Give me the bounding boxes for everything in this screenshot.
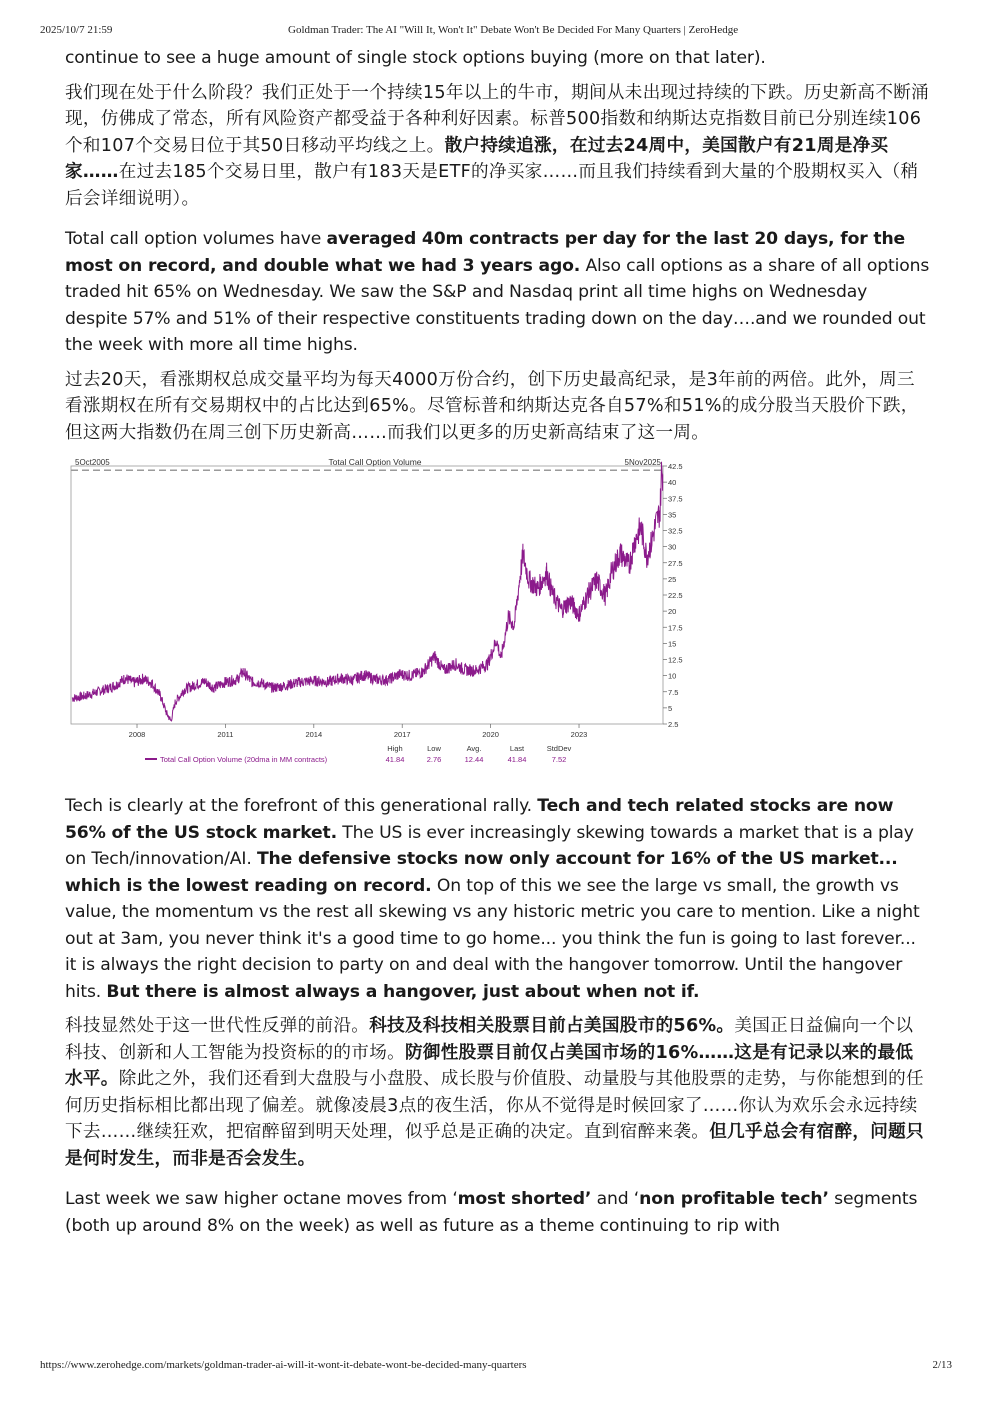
paragraph-call-option-volumes	[65, 226, 930, 359]
paragraph-zh-market-stage	[65, 80, 930, 213]
bold-text-segment: Tech and tech related stocks are now 56% of the US stock market.	[65, 796, 894, 843]
bold-text-segment: most shorted’	[457, 1189, 592, 1209]
stats-header: Low	[427, 744, 441, 753]
stats-header: Last	[509, 744, 525, 753]
stats-value: 41.84	[507, 755, 527, 764]
page-header	[40, 24, 952, 40]
y-tick-label: 20	[668, 607, 677, 617]
y-tick-label: 42.5	[668, 462, 683, 471]
y-tick-label: 25	[668, 574, 677, 584]
chart-end-label: 5Nov2025	[624, 458, 661, 467]
plot-frame	[71, 466, 663, 724]
x-tick-label: 2014	[305, 730, 323, 739]
y-tick-label: 37.5	[668, 494, 683, 504]
bold-text-segment: The defensive stocks now only account for 16% of the US market... which is the lowest reading on record.	[65, 849, 898, 896]
bold-text-segment: non profitable tech’	[639, 1189, 829, 1209]
bold-text-segment: But there is almost always a hangover, just about when not if.	[106, 981, 700, 1002]
call-option-volume-chart	[65, 456, 695, 768]
text-segment: 科技显然处于这一世代性反弹的前沿。	[65, 1016, 370, 1036]
stats-header: Avg.	[466, 744, 482, 753]
x-tick-label: 2011	[217, 730, 234, 739]
stats-value: 41.84	[385, 755, 405, 764]
chart-start-label: 5Oct2005	[75, 458, 110, 467]
y-tick-label: 35	[668, 510, 677, 520]
text-segment: 我们现在处于什么阶段？我们正处于一个持续15年以上的牛市，期间从未出现过持续的下跌。历史新高不断涌现，仿佛成了常态，所有风险资产都受益于各种利好因素。标普500指数和纳斯达克指数目前已分别连续106个和107个交易日位于其50日移动平均线之上。	[65, 82, 929, 156]
y-tick-label: 27.5	[668, 558, 683, 568]
x-tick-label: 2020	[482, 730, 499, 739]
article-body	[65, 45, 930, 1239]
text-segment: 除此之外，我们还看到大盘股与小盘股、成长股与价值股、动量股与其他股票的走势，与你能想到的任何历史指标相比都出现了偏差。就像凌晨3点的夜生活，你从不觉得是时候回家了……你认为欢乐会永远持续下去……继续狂欢，把宿醉留到明天处理，似乎总是正确的决定。直到宿醉来袭。	[65, 1069, 924, 1142]
bold-text-segment: averaged 40m contracts per day for the last 20 days, for the most on record, and double what we had 3 years ago.	[65, 229, 906, 276]
y-tick-label: 15	[668, 639, 677, 649]
y-tick-label: 12.5	[668, 655, 683, 665]
stats-value: 12.44	[464, 755, 484, 764]
text-segment: 在过去185个交易日里，散户有183天是ETF的净买家……而且我们持续看到大量的个股期权买入（稍后会详细说明）。	[65, 162, 919, 209]
y-tick-label: 22.5	[668, 591, 683, 600]
y-tick-label: 5	[668, 703, 673, 713]
text-segment: 美国正日益偏向一个以科技、创新和人工智能为投资标的的市场。	[65, 1016, 914, 1063]
text-segment: and ‘	[591, 1189, 640, 1209]
page-footer	[40, 1359, 952, 1375]
paragraph-higher-octane-moves	[65, 1186, 930, 1239]
text-segment: Also call options as a share of all options traded hit 65% on Wednesday. We saw the S&P and Nasdaq print all time highs on Wednesday despite 57% and 51% of their respective constituents trading down on the day….and we rounded out the week with more all time highs.	[65, 255, 930, 355]
y-tick-label: 40	[668, 478, 677, 488]
y-tick-label: 7.5	[668, 687, 679, 697]
y-tick-label: 2.5	[668, 720, 679, 729]
text-segment: On top of this we see the large vs small, the growth vs value, the momentum vs the rest all skewing vs any historic metric you care to mention. Like a night out at 3am, you never think it's a good time to go home... you think the fun is going to last forever... it is always the right decision to party on and deal with the hangover tomorrow. Until the hangover hits.	[65, 875, 920, 1002]
chart-legend	[145, 755, 328, 764]
y-tick-label: 32.5	[668, 526, 683, 536]
bold-text-segment: 科技及科技相关股票目前占美国股市的56%。	[369, 1016, 735, 1036]
x-tick-label: 2008	[128, 730, 146, 739]
text-segment: segments (both up around 8% on the week) as well as future as a theme continuing to rip with	[65, 1189, 918, 1236]
print-page-title: Goldman Trader: The AI "Will It, Won't It" Debate Won't Be Decided For Many Quarters | ZeroHedge	[288, 24, 739, 36]
chart-svg	[65, 456, 695, 768]
paragraph-options-buying-end: continue to see a huge amount of single stock options buying (more on that later).	[65, 48, 766, 68]
paragraph-zh-tech-forefront	[65, 1013, 930, 1172]
text-segment: Tech is clearly at the forefront of this generational rally.	[65, 796, 538, 816]
chart-stats	[386, 744, 572, 764]
bold-text-segment: 散户持续追涨，在过去24周中，美国散户有21周是净买家……	[65, 135, 889, 182]
text-segment: Last week we saw higher octane moves from ‘	[65, 1189, 458, 1209]
stats-header: StdDev	[546, 744, 572, 753]
y-tick-label: 30	[668, 542, 677, 552]
y-axis	[663, 462, 683, 729]
x-tick-label: 2023	[570, 730, 588, 739]
print-page-number: 2/13	[932, 1359, 952, 1371]
print-datetime: 2025/10/7 21:59	[40, 24, 113, 36]
y-tick-label: 17.5	[668, 623, 683, 633]
y-tick-label: 10	[668, 671, 677, 681]
paragraph-tech-forefront	[65, 793, 930, 1005]
print-url: https://www.zerohedge.com/markets/goldman-trader-ai-will-it-wont-it-debate-wont-be-decided-many-quarters	[40, 1359, 527, 1371]
legend-series-name: Total Call Option Volume (20dma in MM contracts)	[160, 755, 328, 764]
chart-title: Total Call Option Volume	[328, 457, 422, 467]
x-tick-label: 2017	[393, 730, 411, 739]
text-segment: The US is ever increasingly skewing towards a market that is a play on Tech/innovation/AI.	[65, 822, 914, 869]
x-axis	[129, 724, 588, 739]
paragraph-zh-call-option-volumes: 过去20天，看涨期权总成交量平均为每天4000万份合约，创下历史最高纪录，是3年前的两倍。此外，周三看涨期权在所有交易期权中的占比达到65%。尽管标普和纳斯达克各自57%和51%的成分股当天股价下跌，但这两大指数仍在周三创下历史新高……而我们以更多的历史新高结束了这一周。	[65, 369, 919, 443]
stats-value: 2.76	[426, 755, 442, 764]
stats-value: 7.52	[551, 755, 567, 764]
text-segment: Total call option volumes have	[65, 229, 327, 249]
bold-text-segment: 防御性股票目前仅占美国市场的16%……这是有记录以来的最低水平。	[65, 1042, 914, 1089]
stats-header: High	[387, 744, 403, 753]
bold-text-segment: 但几乎总会有宿醉，问题只是何时发生，而非是否会发生。	[65, 1122, 924, 1169]
